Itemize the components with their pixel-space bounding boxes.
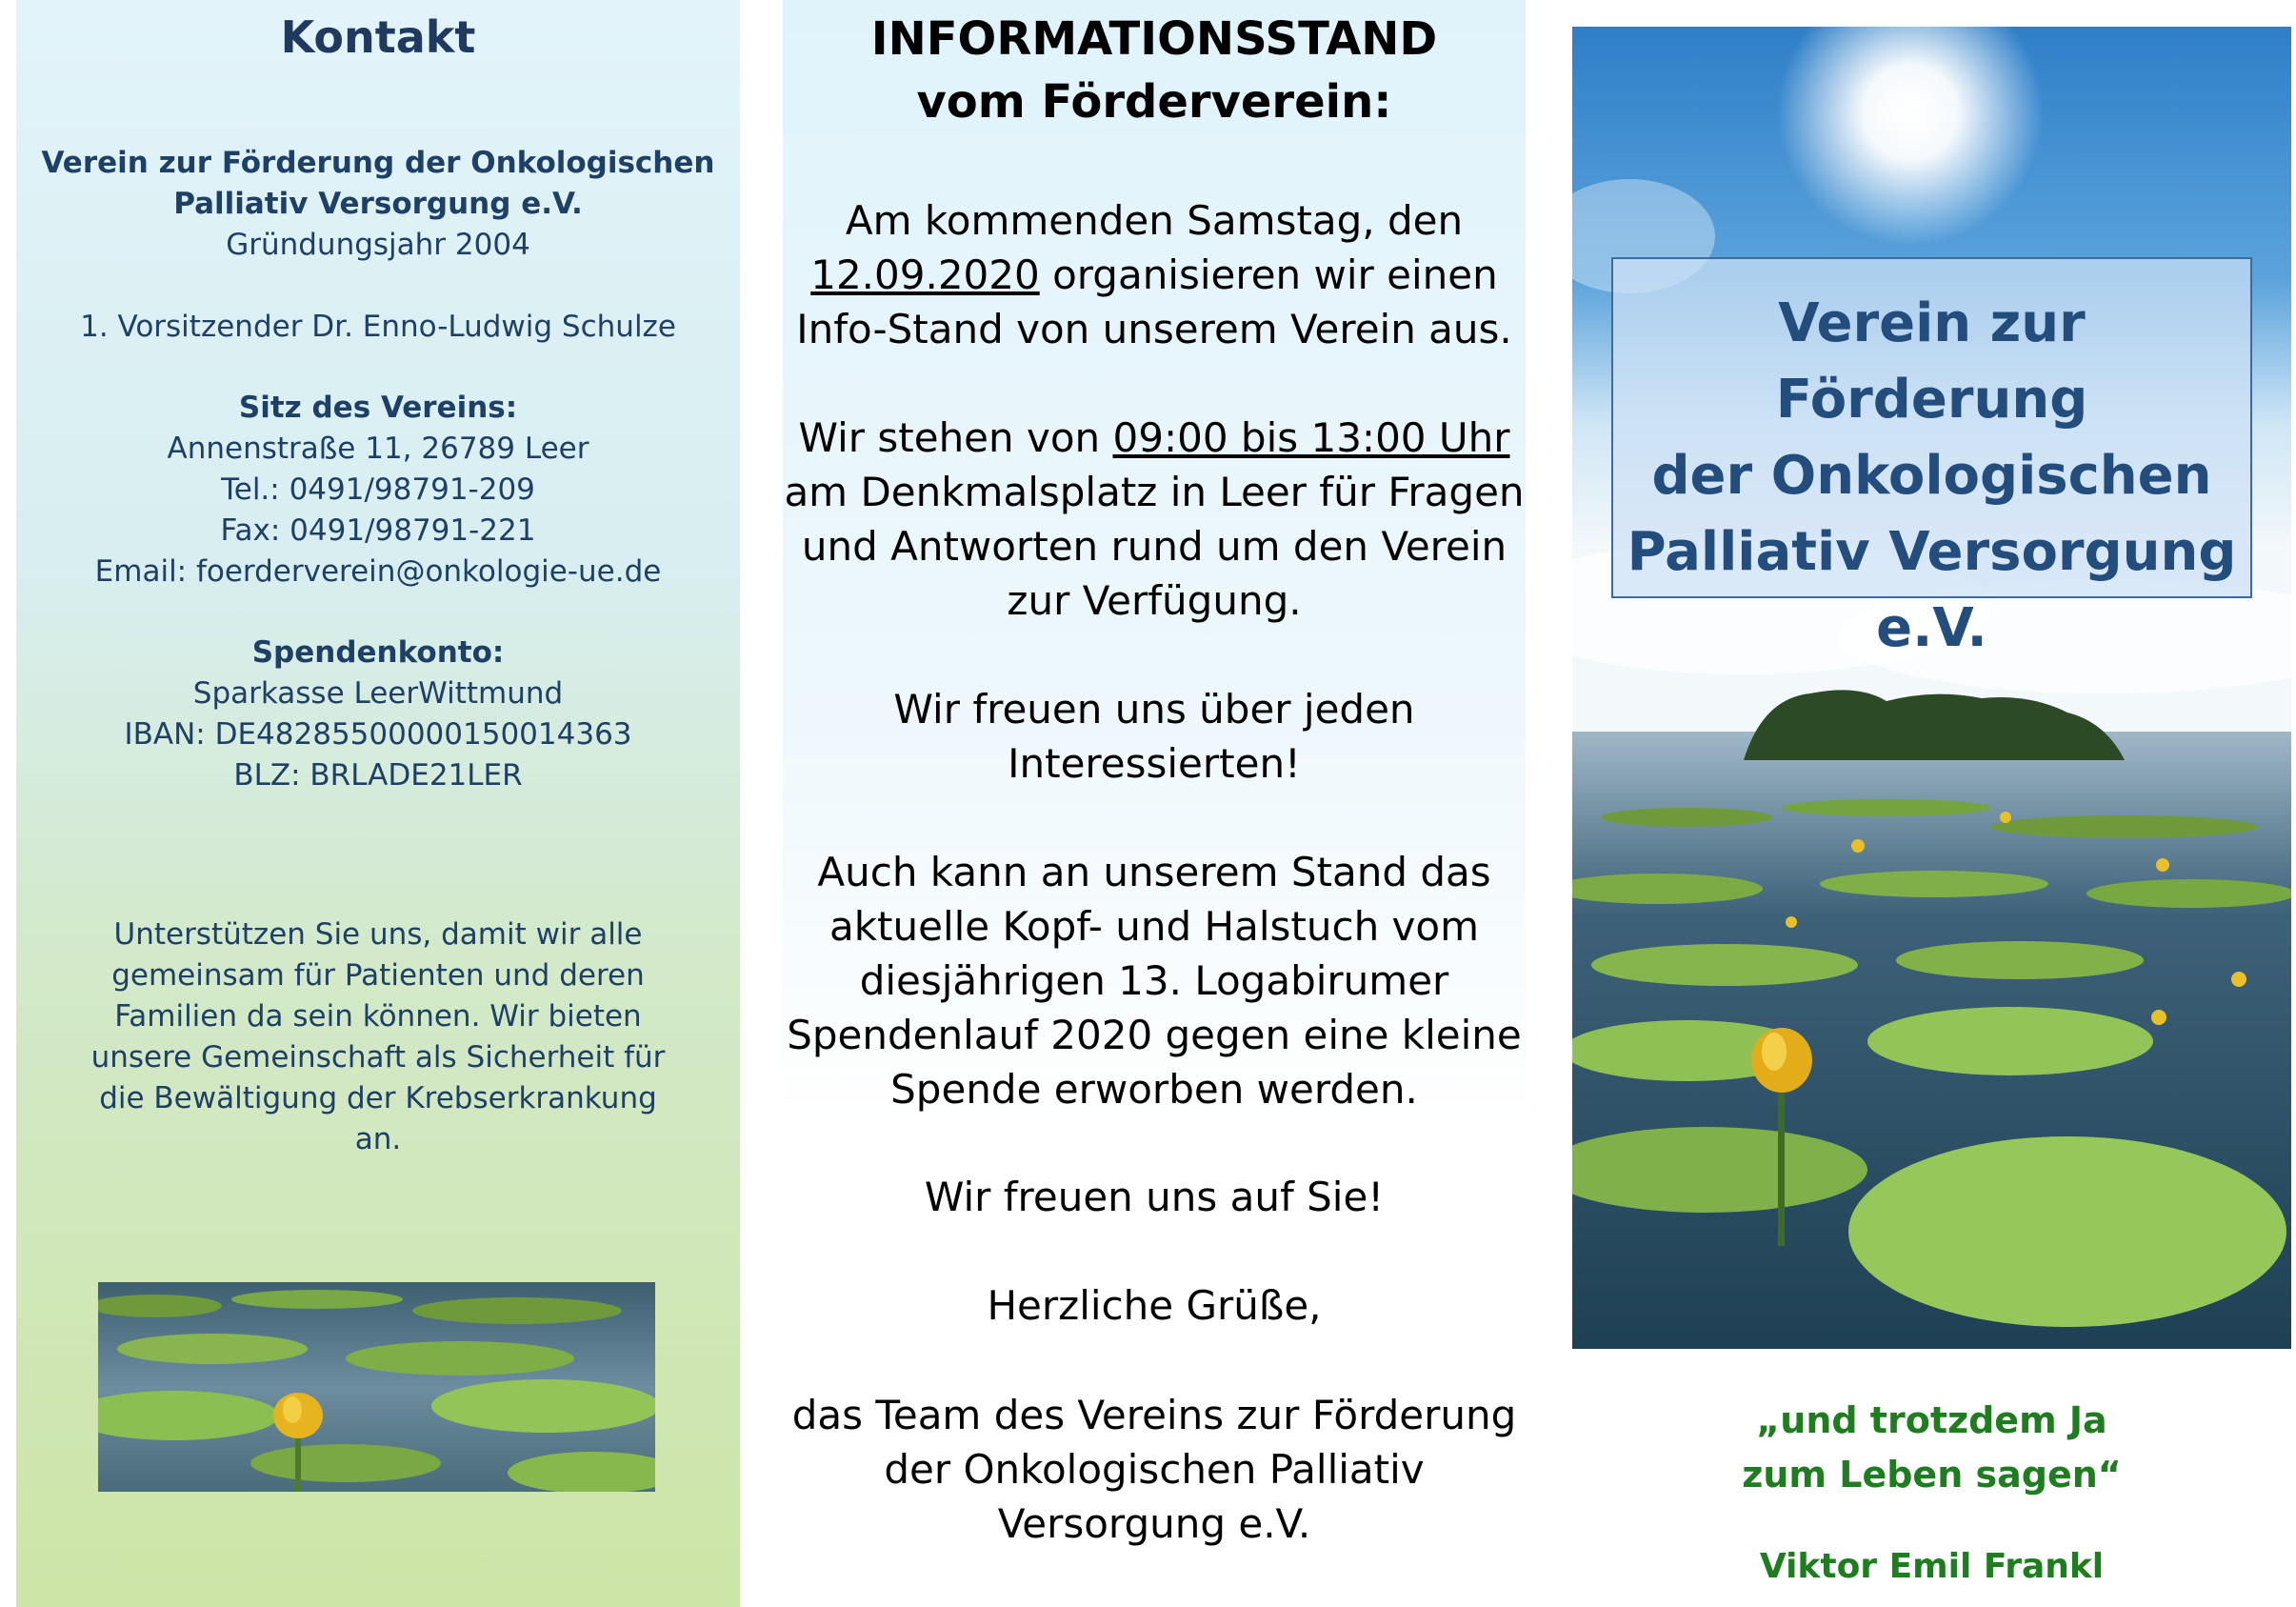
p7-line2: der Onkologischen Palliativ [884, 1446, 1425, 1493]
quote [1572, 1394, 2291, 1502]
org-title-line3: Palliativ Versorgung [1627, 521, 2237, 583]
quote-line2: zum Leben sagen“ [1742, 1454, 2122, 1496]
signature-team [783, 1388, 1526, 1551]
support-text: Unterstützen Sie uns, damit wir alle gemeinsam für Patienten und deren Familien da sein können. Wir bieten unsere Gemeinschaft als Sicherheit für die Bewältigung der Krebserkrankung an. [90, 917, 666, 1156]
p2-line1 [783, 411, 1526, 465]
contact-heading: Kontakt [280, 11, 476, 63]
org-title-line1: Verein zur Förderung [1775, 292, 2088, 431]
paragraph-date [783, 193, 1526, 356]
address: Annenstraße 11, 26789 Leer [167, 432, 589, 466]
lake-water-lily-photo [1572, 27, 2291, 1349]
p2-line1-start: Wir stehen von [798, 414, 1113, 461]
donation-label: Spendenkonto: [251, 635, 505, 670]
title-line2: vom Förderverein: [916, 75, 1392, 129]
org-title [1613, 286, 2250, 667]
info-stand-panel [783, 0, 1526, 1607]
quote-line1: „und trotzdem Ja [1756, 1399, 2107, 1441]
p1-line2 [783, 248, 1526, 302]
p4-line1: Auch kann an unserem Stand das [817, 849, 1491, 895]
p4-line5: Spende erworben werden. [890, 1066, 1418, 1113]
p1-line2-rest: organisieren wir einen [1039, 251, 1498, 298]
fax: Fax: 0491/98791-221 [220, 513, 536, 548]
org-title-line2: der Onkologischen [1651, 445, 2212, 507]
blz: BLZ: BRLADE21LER [233, 758, 523, 793]
email-link[interactable]: Email: foerderverein@onkologie-ue.de [94, 554, 662, 589]
p1-line3: Info-Stand von unserem Verein aus. [796, 306, 1512, 352]
info-stand-title [783, 8, 1526, 133]
event-date: 12.09.2020 [810, 251, 1040, 298]
p3-line1: Wir freuen uns über jeden [893, 686, 1415, 733]
seat-label: Sitz des Vereins: [238, 391, 518, 425]
p2-line4: zur Verfügung. [1007, 577, 1302, 624]
paragraph-time [783, 411, 1526, 628]
water-lily-photo-small [98, 1282, 655, 1492]
quote-author: Viktor Emil Frankl [1759, 1547, 2105, 1586]
telephone: Tel.: 0491/98791-209 [221, 472, 535, 507]
paragraph-looking-forward: Wir freuen uns auf Sie! [924, 1174, 1385, 1220]
p2-line2: am Denkmalsplatz in Leer für Fragen [784, 469, 1525, 515]
p4-line4: Spendenlauf 2020 gegen eine kleine [787, 1012, 1522, 1058]
chairman: 1. Vorsitzender Dr. Enno-Ludwig Schulze [80, 310, 676, 344]
paragraph-scarf [783, 845, 1526, 1116]
p3-line2: Interessierten! [1008, 740, 1301, 787]
event-time: 09:00 bis 13:00 Uhr [1112, 414, 1510, 461]
org-title-line4: e.V. [1876, 597, 1987, 659]
p4-line3: diesjährigen 13. Logabirumer [859, 957, 1449, 1004]
paragraph-welcome [783, 682, 1526, 791]
p7-line1: das Team des Vereins zur Förderung [791, 1392, 1517, 1438]
founded-year: Gründungsjahr 2004 [226, 228, 530, 262]
title-box [1611, 257, 2252, 659]
greeting: Herzliche Grüße, [987, 1282, 1322, 1329]
bank-name: Sparkasse LeerWittmund [192, 676, 564, 711]
p4-line2: aktuelle Kopf- und Halstuch vom [829, 903, 1480, 950]
p2-line3: und Antworten rund um den Verein [801, 523, 1507, 570]
p1-line1: Am kommenden Samstag, den [845, 197, 1464, 244]
org-name-line2: Palliativ Versorgung e.V. [173, 187, 583, 221]
title-line1: INFORMATIONSSTAND [870, 12, 1438, 66]
p7-line3: Versorgung e.V. [997, 1500, 1311, 1547]
org-name-line1: Verein zur Förderung der Onkologischen [41, 146, 715, 180]
iban: IBAN: DE48285500000150014363 [124, 717, 632, 752]
